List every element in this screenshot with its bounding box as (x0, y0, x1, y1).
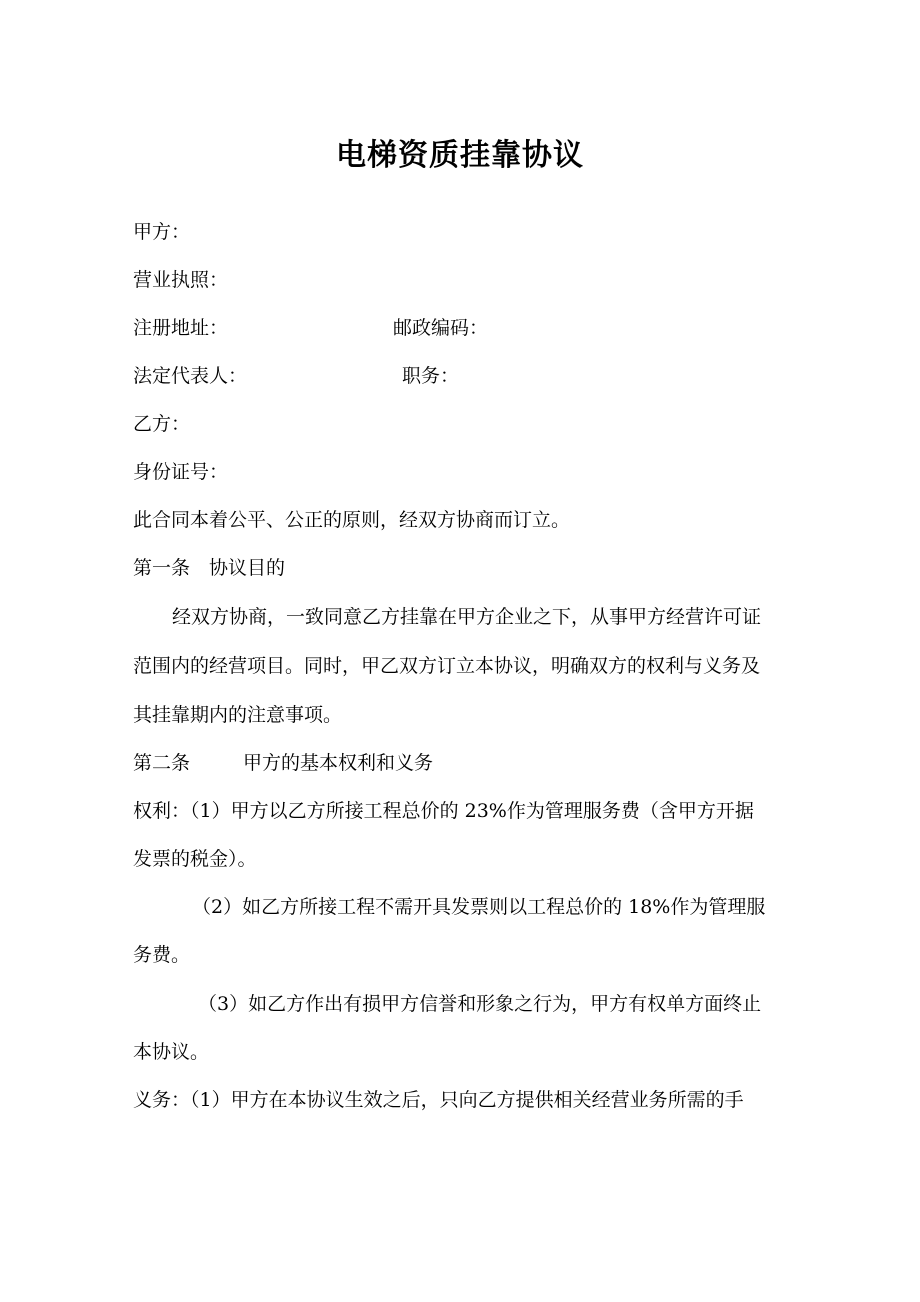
document-title: 电梯资质挂靠协议 (336, 138, 584, 173)
right-item-2-line: （2）如乙方所接工程不需开具发票则以工程总价的 18%作为管理服 (192, 896, 766, 918)
party-b-label: 乙方： (133, 413, 191, 435)
legal-representative-label: 法定代表人： (133, 365, 248, 387)
article1-number: 第一条 (133, 557, 191, 579)
article2-number: 第二条 (133, 752, 191, 774)
party-a-label: 甲方： (133, 221, 191, 243)
registered-address-label: 注册地址： (133, 317, 229, 339)
right-item-3-line: （3）如乙方作出有损甲方信誉和形象之行为，甲方有权单方面终止 (198, 993, 762, 1015)
address-row (133, 314, 533, 342)
article2-title: 甲方的基本权利和义务 (243, 752, 434, 774)
position-label: 职务： (402, 365, 460, 387)
article1-paragraph-line: 范围内的经营项目。同时，甲乙双方订立本协议，明确双方的权利与义务及 (133, 655, 761, 677)
article1-paragraph-line: 其挂靠期内的注意事项。 (133, 704, 343, 726)
right-item-2-line: 务费。 (133, 944, 191, 966)
article2-heading (133, 749, 533, 777)
article1-title: 协议目的 (209, 557, 286, 579)
rights-line: 发票的税金）。 (133, 848, 257, 870)
article1-heading (133, 554, 433, 582)
right-item-3-line: 本协议。 (133, 1041, 210, 1063)
representative-row (133, 362, 533, 390)
business-license-label: 营业执照： (133, 269, 229, 291)
article1-paragraph-line: 经双方协商，一致同意乙方挂靠在甲方企业之下，从事甲方经营许可证 (172, 606, 762, 628)
rights-line: 权利：（1）甲方以乙方所接工程总价的 23%作为管理服务费（含甲方开据 (133, 800, 754, 822)
id-number-label: 身份证号： (133, 461, 229, 483)
preamble-text: 此合同本着公平、公正的原则，经双方协商而订立。 (133, 509, 571, 531)
postal-code-label: 邮政编码： (393, 317, 489, 339)
duties-line: 义务：（1）甲方在本协议生效之后，只向乙方提供相关经营业务所需的手 (133, 1089, 744, 1111)
